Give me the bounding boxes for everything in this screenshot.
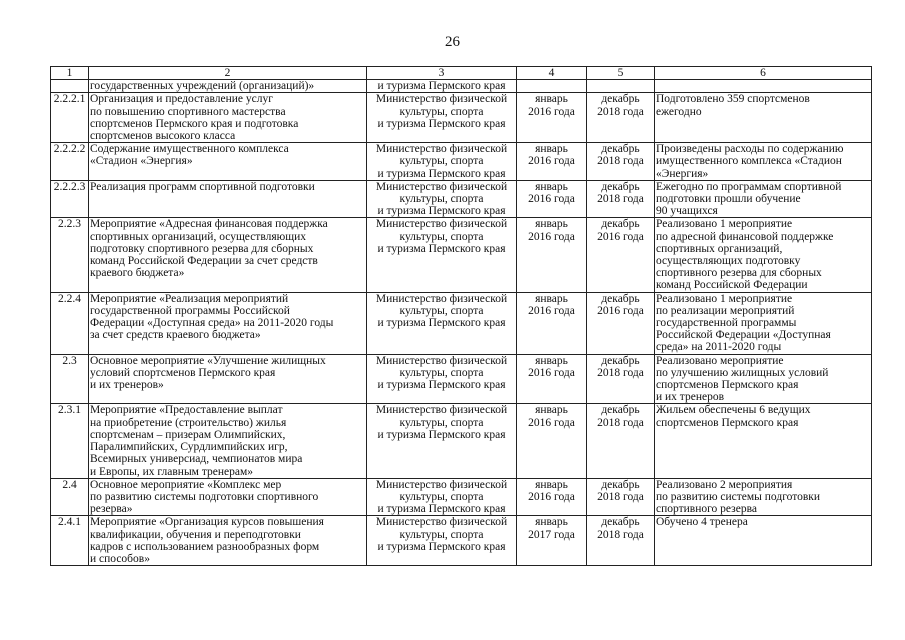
item-name: Реализация программ спортивной подготовки: [89, 180, 367, 218]
item-name: Основное мероприятие «Улучшение жилищных условий спортсменов Пермского края и их тренеров»: [89, 354, 367, 404]
start-date: [517, 80, 587, 93]
responsible-organization: и туризма Пермского края: [367, 80, 517, 93]
start-date: январь 2016 года: [517, 354, 587, 404]
item-number: [51, 80, 89, 93]
responsible-organization: Министерство физической культуры, спорта и туризма Пермского края: [367, 354, 517, 404]
start-date: январь 2016 года: [517, 478, 587, 516]
column-number: 2: [89, 67, 367, 80]
expected-result: Подготовлено 359 спортсменов ежегодно: [655, 93, 872, 143]
column-number: 5: [587, 67, 655, 80]
table-row: [51, 478, 872, 516]
end-date: декабрь 2018 года: [587, 143, 655, 181]
table-row: [51, 516, 872, 566]
responsible-organization: Министерство физической культуры, спорта и туризма Пермского края: [367, 180, 517, 218]
item-name: Организация и предоставление услуг по повышению спортивного мастерства спортсменов Пермского края и подготовка спортсменов высокого класса: [89, 93, 367, 143]
expected-result: Реализовано 2 мероприятия по развитию системы подготовки спортивного резерва: [655, 478, 872, 516]
expected-result: Реализовано 1 мероприятие по реализации мероприятий государственной программы Российской Федерации «Доступная среда» на 2011-2020 годы: [655, 292, 872, 354]
start-date: январь 2017 года: [517, 516, 587, 566]
end-date: [587, 80, 655, 93]
page-number: 26: [445, 34, 460, 50]
item-name: государственных учреждений (организаций)»: [89, 80, 367, 93]
expected-result: Обучено 4 тренера: [655, 516, 872, 566]
responsible-organization: Министерство физической культуры, спорта и туризма Пермского края: [367, 218, 517, 292]
expected-result: Жильем обеспечены 6 ведущих спортсменов Пермского края: [655, 404, 872, 478]
end-date: декабрь 2018 года: [587, 478, 655, 516]
end-date: декабрь 2018 года: [587, 516, 655, 566]
item-name: Мероприятие «Реализация мероприятий государственной программы Российской Федерации «Доступная среда» на 2011-2020 годы за счет средств краевого бюджета»: [89, 292, 367, 354]
item-number: 2.2.2.1: [51, 93, 89, 143]
expected-result: Произведены расходы по содержанию имущественного комплекса «Стадион «Энергия»: [655, 143, 872, 181]
item-number: 2.4: [51, 478, 89, 516]
responsible-organization: Министерство физической культуры, спорта и туризма Пермского края: [367, 478, 517, 516]
expected-result: Реализовано 1 мероприятие по адресной финансовой поддержке спортивных организаций, осуществляющих подготовку спортивного резерва для сборных команд Российской Федерации: [655, 218, 872, 292]
table-row: [51, 354, 872, 404]
start-date: январь 2016 года: [517, 143, 587, 181]
start-date: январь 2016 года: [517, 292, 587, 354]
start-date: январь 2016 года: [517, 180, 587, 218]
column-number: 6: [655, 67, 872, 80]
end-date: декабрь 2018 года: [587, 404, 655, 478]
expected-result: [655, 80, 872, 93]
table-row: [51, 218, 872, 292]
program-table: [50, 66, 872, 566]
table-row: [51, 292, 872, 354]
item-number: 2.2.2.3: [51, 180, 89, 218]
end-date: декабрь 2018 года: [587, 93, 655, 143]
responsible-organization: Министерство физической культуры, спорта и туризма Пермского края: [367, 404, 517, 478]
end-date: декабрь 2016 года: [587, 218, 655, 292]
responsible-organization: Министерство физической культуры, спорта и туризма Пермского края: [367, 292, 517, 354]
start-date: январь 2016 года: [517, 404, 587, 478]
start-date: январь 2016 года: [517, 218, 587, 292]
responsible-organization: Министерство физической культуры, спорта и туризма Пермского края: [367, 143, 517, 181]
item-number: 2.3: [51, 354, 89, 404]
end-date: декабрь 2018 года: [587, 180, 655, 218]
item-number: 2.2.4: [51, 292, 89, 354]
item-number: 2.2.2.2: [51, 143, 89, 181]
table-row: [51, 80, 872, 93]
column-number-row: [51, 67, 872, 80]
table-row: [51, 180, 872, 218]
expected-result: Ежегодно по программам спортивной подготовки прошли обучение 90 учащихся: [655, 180, 872, 218]
item-name: Содержание имущественного комплекса «Стадион «Энергия»: [89, 143, 367, 181]
item-number: 2.4.1: [51, 516, 89, 566]
item-name: Мероприятие «Предоставление выплат на приобретение (строительство) жилья спортсменам – призерам Олимпийских, Паралимпийских, Сурдлимпийских игр, Всемирных универсиад, чемпионатов мира и Европы, их главным тренерам»: [89, 404, 367, 478]
item-name: Основное мероприятие «Комплекс мер по развитию системы подготовки спортивного резерва»: [89, 478, 367, 516]
table-row: [51, 93, 872, 143]
responsible-organization: Министерство физической культуры, спорта и туризма Пермского края: [367, 93, 517, 143]
item-number: 2.2.3: [51, 218, 89, 292]
table-row: [51, 404, 872, 478]
item-name: Мероприятие «Организация курсов повышения квалификации, обучения и переподготовки кадров с использованием разнообразных форм и способов»: [89, 516, 367, 566]
table-row: [51, 143, 872, 181]
item-name: Мероприятие «Адресная финансовая поддержка спортивных организаций, осуществляющих подготовку спортивного резерва для сборных команд Российской Федерации за счет средств краевого бюджета»: [89, 218, 367, 292]
end-date: декабрь 2018 года: [587, 354, 655, 404]
responsible-organization: Министерство физической культуры, спорта и туризма Пермского края: [367, 516, 517, 566]
column-number: 1: [51, 67, 89, 80]
end-date: декабрь 2016 года: [587, 292, 655, 354]
start-date: январь 2016 года: [517, 93, 587, 143]
column-number: 4: [517, 67, 587, 80]
expected-result: Реализовано мероприятие по улучшению жилищных условий спортсменов Пермского края и их тренеров: [655, 354, 872, 404]
column-number: 3: [367, 67, 517, 80]
item-number: 2.3.1: [51, 404, 89, 478]
